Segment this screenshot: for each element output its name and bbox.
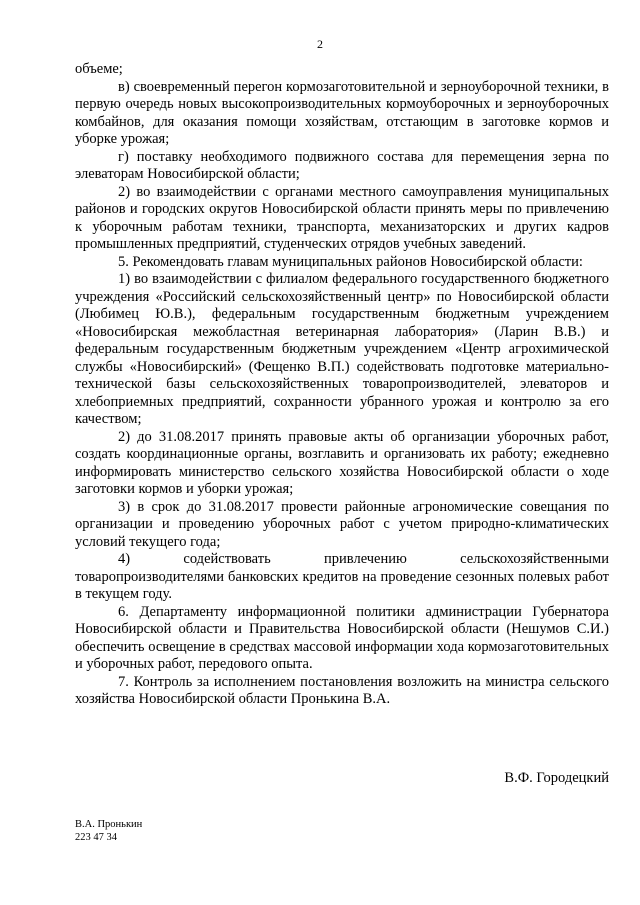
paragraph-section-5: 5. Рекомендовать главам муниципальных районов Новосибирской области: bbox=[118, 253, 583, 270]
paragraph-continuation: объеме; bbox=[75, 61, 123, 77]
paragraph-5-item-2: 2) до 31.08.2017 принять правовые акты об организации уборочных работ, создать координационные органы, возглавить и организовать их работу; ежедневно информировать министерство сельского хозяйства Новосибирской области о ходе заготовки кормов и уборки урожая; bbox=[75, 428, 609, 497]
executor-name: В.А. Пронькин bbox=[75, 819, 143, 830]
paragraph-5-item-1: 1) во взаимодействии с филиалом федерального государственного бюджетного учреждения «Российский сельскохозяйственный центр» по Новосибирской области (Любимец Ю.В.), федеральным государственным бюджетным учреждением «Новосибирская межобластная ветеринарная лаборатория» (Ларин В.В.) и федеральным государственным бюджетным учреждением «Центр агрохимической службы «Новосибирский» (Фещенко В.П.) содействовать подготовке материально-технической базы сельскохозяйственных товаропроизводителей, элеваторов и хлебоприемных предприятий, сохранности убранного урожая и контролю за его качеством; bbox=[75, 271, 609, 427]
signature: В.Ф. Городецкий bbox=[504, 770, 609, 786]
paragraph-section-6: 6. Департаменту информационной политики администрации Губернатора Новосибирской области и Правительства Новосибирской области (Нешумов С.И.) обеспечить освещение в средствах массовой информации хода кормозаготовительных и уборочных работ, передового опыта. bbox=[75, 603, 609, 672]
paragraph-section-7: 7. Контроль за исполнением постановления возложить на министра сельского хозяйства Новосибирской области Пронькина В.А. bbox=[75, 673, 609, 707]
paragraph-item-g: г) поставку необходимого подвижного состава для перемещения зерна по элеваторам Новосибирской области; bbox=[75, 148, 609, 182]
paragraph-5-item-3: 3) в срок до 31.08.2017 провести районные агрономические совещания по организации и проведению уборочных работ с учетом природно-климатических условий текущего года; bbox=[75, 498, 609, 550]
executor-info bbox=[75, 819, 142, 844]
paragraph-5-item-4: 4) содействовать привлечению сельскохозяйственными товаропроизводителями банковских кредитов на проведение сезонных полевых работ в текущем году. bbox=[75, 551, 609, 602]
paragraph-item-v: в) своевременный перегон кормозаготовительной и зерноуборочной техники, в первую очередь новых высокопроизводительных кормоуборочных и зерноуборочных комбайнов, для оказания помощи хозяйствам, отстающим в заготовке кормов и уборке урожая; bbox=[75, 78, 609, 147]
document-body bbox=[75, 61, 609, 709]
executor-phone: 223 47 34 bbox=[75, 831, 117, 843]
page-number: 2 bbox=[317, 37, 323, 51]
paragraph-item-2: 2) во взаимодействии с органами местного самоуправления муниципальных районов и городских округов Новосибирской области принять меры по привлечению к уборочным работам техники, транспорта, механизаторских и других кадров промышленных предприятий, студенческих отрядов учебных заведений. bbox=[75, 183, 609, 252]
